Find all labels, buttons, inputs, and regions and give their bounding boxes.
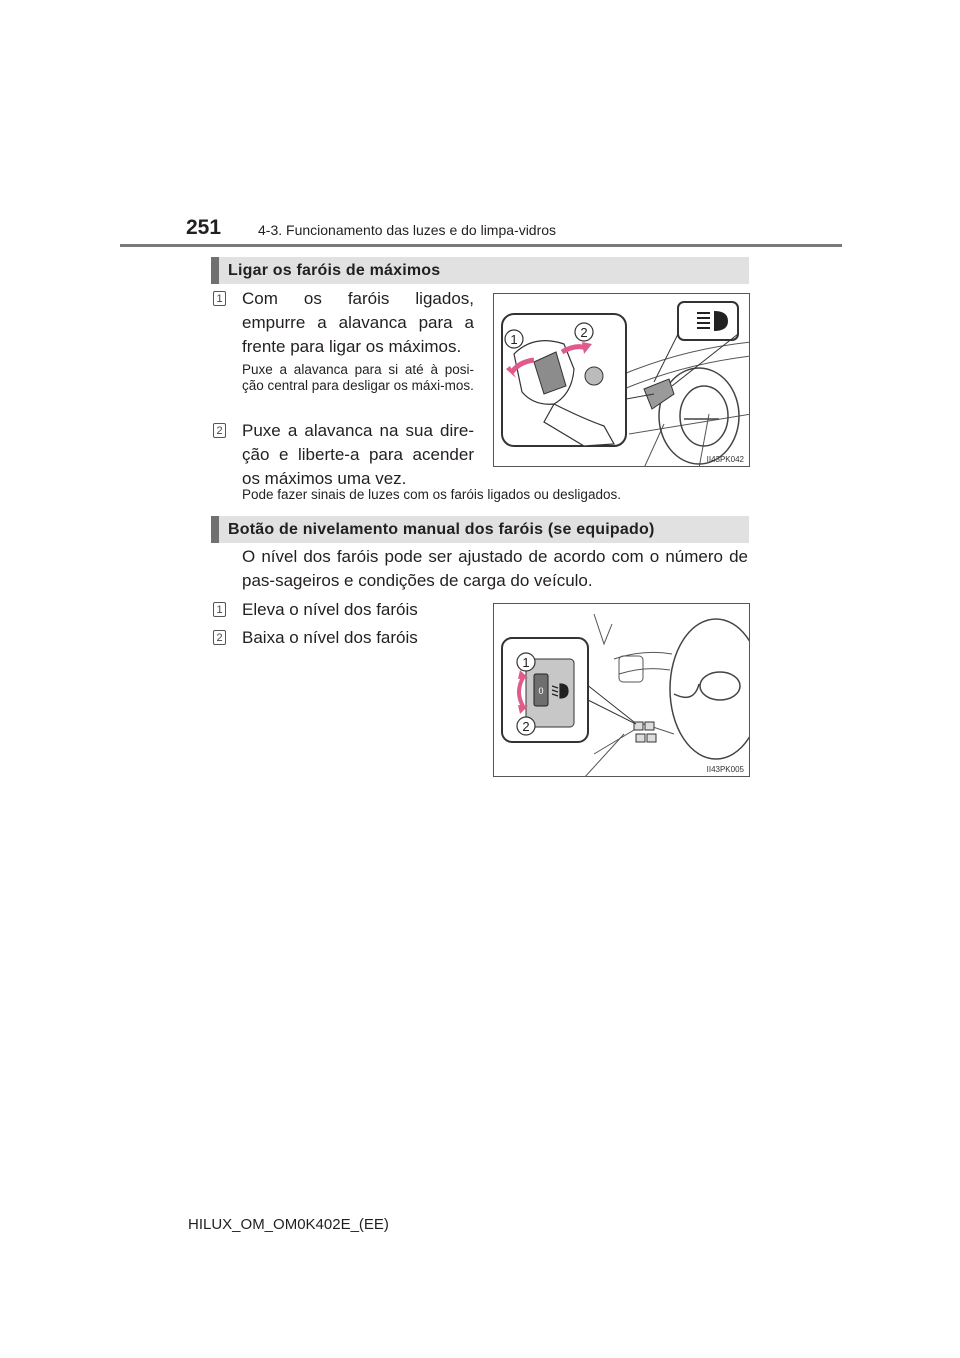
step-number-2: 2 [213,423,226,438]
note-text: Puxe a alavanca para si até à posi-ção central para desligar os máxi-mos. [242,362,474,393]
callout-1b-label: 1 [522,655,530,670]
step-number-1b: 1 [213,602,226,617]
callout-2-label: 2 [580,325,588,340]
step-number-1: 1 [213,291,226,306]
section-title-high-beam: Ligar os faróis de máximos [211,257,749,284]
step-text-2: Puxe a alavanca na sua dire-ção e liberte-a para acender os máximos uma vez. [242,421,474,488]
leveling-intro: O nível dos faróis pode ser ajustado de acordo com o número de pas-sageiros e condições de carga do veículo. [242,547,748,590]
step-text-1: Com os faróis ligados, empurre a alavanca para a frente para ligar os máximos. [242,289,474,356]
callout-1-label: 1 [510,332,518,347]
step-text-raise: Eleva o nível dos faróis [242,600,418,619]
leveling-switch-illustration [494,604,750,777]
switch-digit: 0 [538,686,544,696]
step-number-2b: 2 [213,630,226,645]
figure-leveling-switch [493,603,750,777]
chapter-title: 4-3. Funcionamento das luzes e do limpa-vidros [258,222,557,238]
high-beam-lever-illustration [494,294,750,467]
document-id: HILUX_OM_OM0K402E_(EE) [188,1216,389,1233]
step-text-lower: Baixa o nível dos faróis [242,628,418,647]
header-rule [120,244,842,247]
figure-high-beam-lever [493,293,750,467]
figure-code: II43PK042 [706,455,744,464]
page-number: 251 [186,216,222,239]
section-title-headlight-leveling: Botão de nivelamento manual dos faróis (se equipado) [211,516,749,543]
callout-2b-label: 2 [522,719,530,734]
figure-code-2: II43PK005 [706,765,744,774]
high-beam-indicator-box [678,302,738,340]
flash-note: Pode fazer sinais de luzes com os faróis ligados ou desligados. [242,487,621,502]
